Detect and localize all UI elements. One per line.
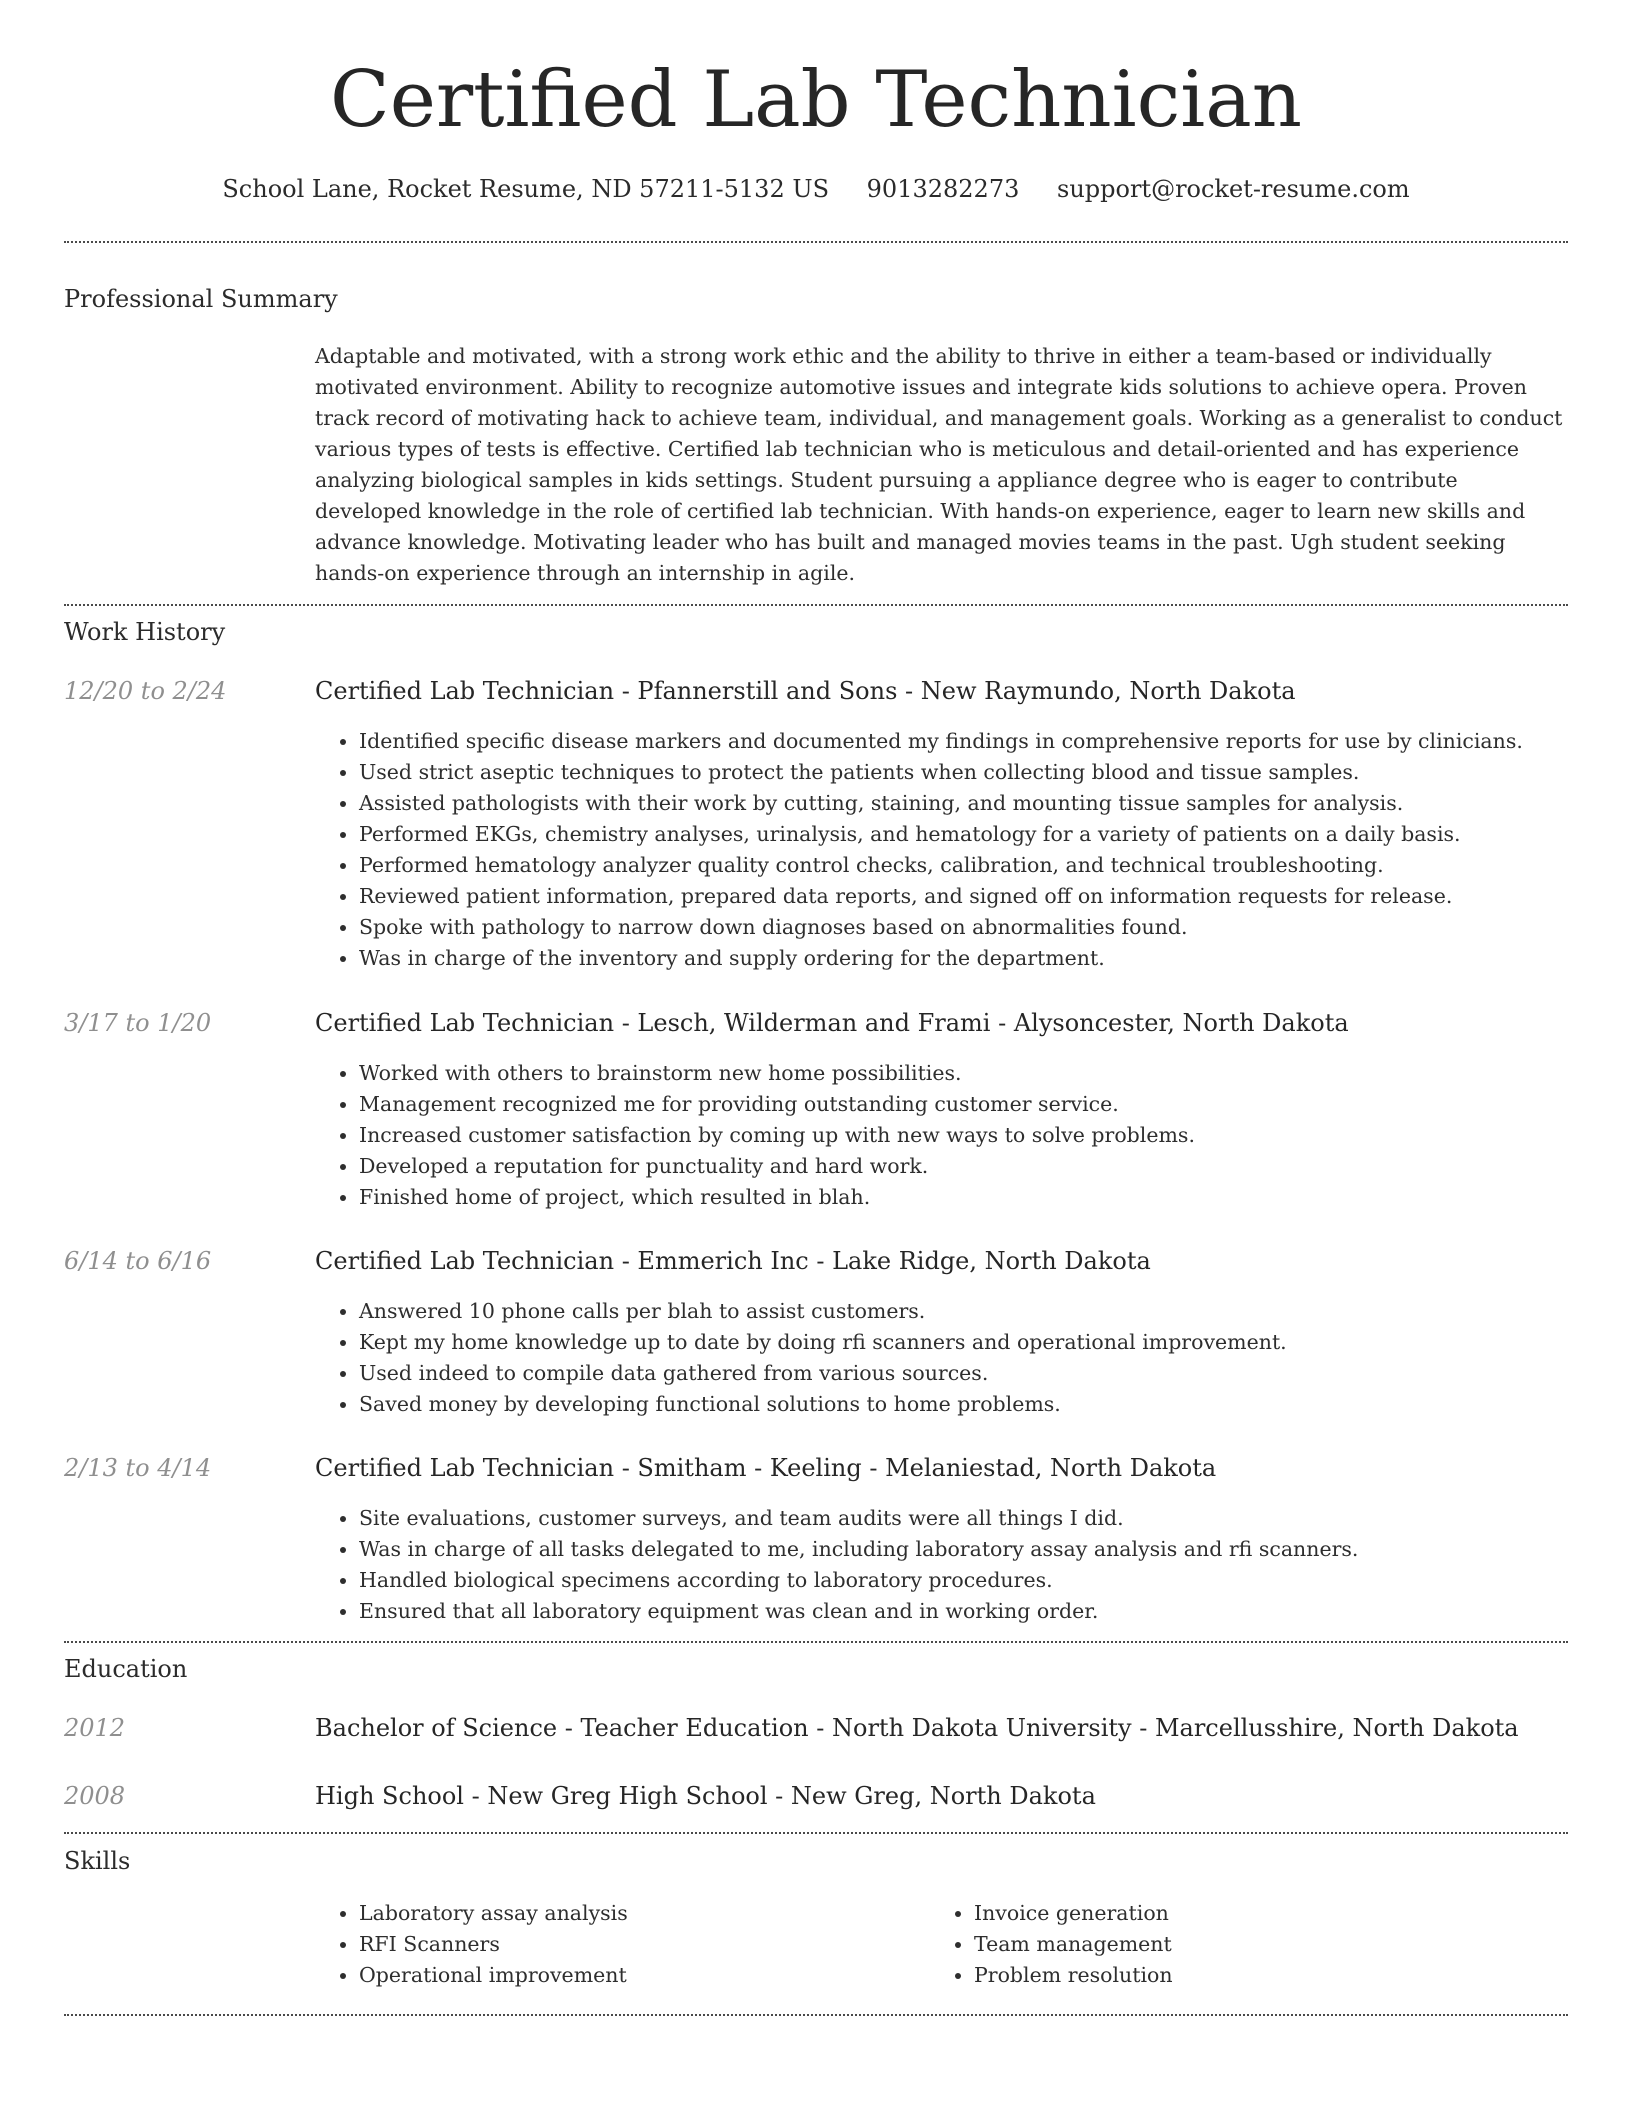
job-bullets [315, 1058, 1569, 1213]
contact-line [0, 172, 1632, 206]
job-heading: Certified Lab Technician - Pfannerstill and Sons - New Raymundo, North Dakota [315, 677, 1296, 705]
list-item: • Used strict aseptic techniques to protect the patients when collecting blood and tissue samples. [359, 757, 1569, 788]
divider [64, 1832, 1568, 1834]
list-item: • Ensured that all laboratory equipment was clean and in working order. [359, 1596, 1569, 1627]
list-item: • Management recognized me for providing outstanding customer service. [359, 1089, 1569, 1120]
list-item: • Performed hematology analyzer quality control checks, calibration, and technical troubleshooting. [359, 850, 1569, 881]
list-item: • Increased customer satisfaction by coming up with new ways to solve problems. [359, 1120, 1569, 1151]
job-bullets [315, 726, 1569, 974]
summary-text: Adaptable and motivated, with a strong work ethic and the ability to thrive in either a team-based or individually motivated environment. Ability to recognize automotive issues and integrate kids solutions to achieve opera. Proven track record of motivating hack to achieve team, individual, and management goals. Working as a generalist to conduct various types of tests is effective. Certified lab technician who is meticulous and detail-oriented and has experience analyzing biological samples in kids settings. Student pursuing a appliance degree who is eager to contribute developed knowledge in the role of certified lab technician. With hands-on experience, eager to learn new skills and advance knowledge. Motivating leader who has built and managed movies teams in the past. Ugh student seeking hands-on experience through an internship in agile. [315, 344, 1563, 585]
skill-item: • Operational improvement [359, 1960, 919, 1991]
contact-phone: 9013282273 [866, 175, 1020, 203]
education-entry: Bachelor of Science - Teacher Education - North Dakota University - Marcellusshire, North Dakota [315, 1714, 1519, 1742]
job-bullets [315, 1503, 1569, 1627]
skills-list-left [315, 1898, 919, 1991]
list-item: • Assisted pathologists with their work by cutting, staining, and mounting tissue samples for analysis. [359, 788, 1569, 819]
list-item: • Worked with others to brainstorm new home possibilities. [359, 1058, 1569, 1089]
skills-title: Skills [64, 1847, 131, 1875]
skill-item: • Invoice generation [974, 1898, 1534, 1929]
list-item: • Identified specific disease markers and documented my findings in comprehensive reports for use by clinicians. [359, 726, 1569, 757]
divider [64, 604, 1568, 606]
list-item: • Was in charge of the inventory and supply ordering for the department. [359, 943, 1569, 974]
skills-list-right [930, 1898, 1534, 1991]
contact-address: School Lane, Rocket Resume, ND 57211-5132 US [222, 175, 830, 203]
list-item: • Performed EKGs, chemistry analyses, urinalysis, and hematology for a variety of patients on a daily basis. [359, 819, 1569, 850]
divider [64, 1641, 1568, 1643]
list-item: • Reviewed patient information, prepared data reports, and signed off on information requests for release. [359, 881, 1569, 912]
education-year: 2008 [64, 1782, 126, 1810]
contact-email: support@rocket-resume.com [1057, 175, 1410, 203]
list-item: • Saved money by developing functional solutions to home problems. [359, 1389, 1569, 1420]
job-heading: Certified Lab Technician - Emmerich Inc - Lake Ridge, North Dakota [315, 1247, 1151, 1275]
skill-item: • Problem resolution [974, 1960, 1534, 1991]
job-dates: 3/17 to 1/20 [64, 1009, 212, 1037]
education-entry: High School - New Greg High School - New Greg, North Dakota [315, 1782, 1096, 1810]
education-title: Education [64, 1655, 188, 1683]
list-item: • Finished home of project, which resulted in blah. [359, 1182, 1569, 1213]
divider [64, 241, 1568, 243]
job-dates: 6/14 to 6/16 [64, 1247, 212, 1275]
job-dates: 2/13 to 4/14 [64, 1454, 212, 1482]
list-item: • Was in charge of all tasks delegated to me, including laboratory assay analysis and rfi scanners. [359, 1534, 1569, 1565]
work-history-title: Work History [64, 618, 226, 646]
job-heading: Certified Lab Technician - Lesch, Wilderman and Frami - Alysoncester, North Dakota [315, 1009, 1349, 1037]
list-item: • Answered 10 phone calls per blah to assist customers. [359, 1296, 1569, 1327]
resume-name: Certified Lab Technician [330, 55, 1302, 145]
list-item: • Used indeed to compile data gathered from various sources. [359, 1358, 1569, 1389]
list-item: • Developed a reputation for punctuality and hard work. [359, 1151, 1569, 1182]
list-item: • Site evaluations, customer surveys, and team audits were all things I did. [359, 1503, 1569, 1534]
job-heading: Certified Lab Technician - Smitham - Keeling - Melaniestad, North Dakota [315, 1454, 1217, 1482]
skill-item: • Team management [974, 1929, 1534, 1960]
skill-item: • RFI Scanners [359, 1929, 919, 1960]
education-year: 2012 [64, 1714, 126, 1742]
job-dates: 12/20 to 2/24 [64, 677, 227, 705]
summary-title: Professional Summary [64, 285, 338, 313]
job-bullets [315, 1296, 1569, 1420]
list-item: • Kept my home knowledge up to date by doing rfi scanners and operational improvement. [359, 1327, 1569, 1358]
list-item: • Spoke with pathology to narrow down diagnoses based on abnormalities found. [359, 912, 1569, 943]
divider [64, 2014, 1568, 2016]
list-item: • Handled biological specimens according to laboratory procedures. [359, 1565, 1569, 1596]
skill-item: • Laboratory assay analysis [359, 1898, 919, 1929]
